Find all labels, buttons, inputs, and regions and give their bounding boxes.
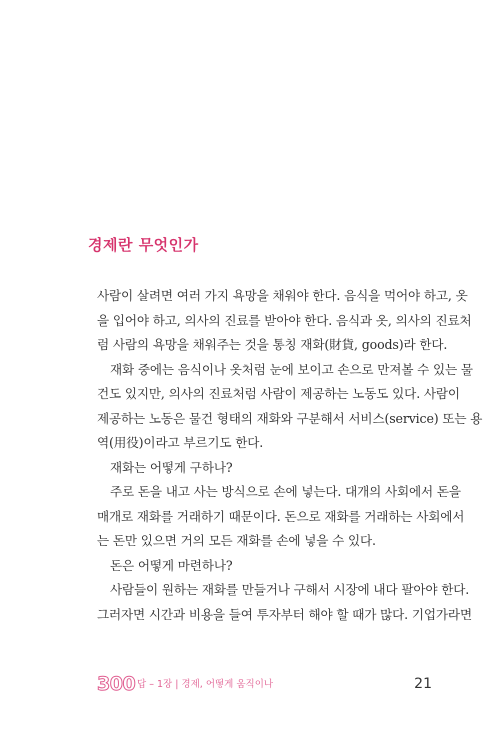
text-line: 주로 돈을 내고 사는 방식으로 손에 넣는다. 대개의 사회에서 돈을: [110, 484, 461, 499]
text-line: 돈은 어떻게 마련하나?: [110, 557, 233, 573]
text-line: 럼 사람의 욕망을 채워주는 것을 통칭 재화(財貨, goods)라 한다.: [97, 337, 448, 352]
text-line: 사람이 살려면 여러 가지 욕망을 채워야 한다. 음식을 먹어야 하고, 옷: [97, 288, 468, 303]
text-line: 재화 중에는 음식이나 옷처럼 눈에 보이고 손으로 만져볼 수 있는 물: [110, 361, 473, 377]
text-line: 제공하는 노동은 물건 형태의 재화와 구분해서 서비스(service) 또는 용: [97, 410, 483, 426]
text-line: 는 돈만 있으면 거의 모든 재화를 손에 넣을 수 있다.: [97, 533, 376, 548]
text-line: 을 입어야 하고, 의사의 진료를 받아야 한다. 음식과 옷, 의사의 진료처: [97, 312, 472, 328]
footer-chapter-caption: 답 – 1장 | 경제, 어떻게 움직이나: [137, 679, 274, 690]
page-footer: [97, 673, 438, 699]
page-number: 21: [414, 676, 432, 692]
text-line: 재화는 어떻게 구하나?: [110, 459, 233, 475]
text-line: 사람들이 원하는 재화를 만들거나 구해서 시장에 내다 팔아야 한다.: [110, 582, 470, 597]
text-line: 건도 있지만, 의사의 진료처럼 사람이 제공하는 노동도 있다. 사람이: [97, 386, 460, 401]
footer-series-number: 300: [97, 673, 136, 695]
section-heading: 경제란 무엇인가: [88, 236, 199, 254]
text-line: 역(用役)이라고 부르기도 한다.: [97, 435, 264, 450]
text-line: 그러자면 시간과 비용을 들여 투자부터 해야 할 때가 많다. 기업가라면: [97, 606, 472, 622]
body-text: [97, 284, 483, 627]
text-line: 매개로 재화를 거래하기 때문이다. 돈으로 재화를 거래하는 사회에서: [97, 508, 465, 524]
